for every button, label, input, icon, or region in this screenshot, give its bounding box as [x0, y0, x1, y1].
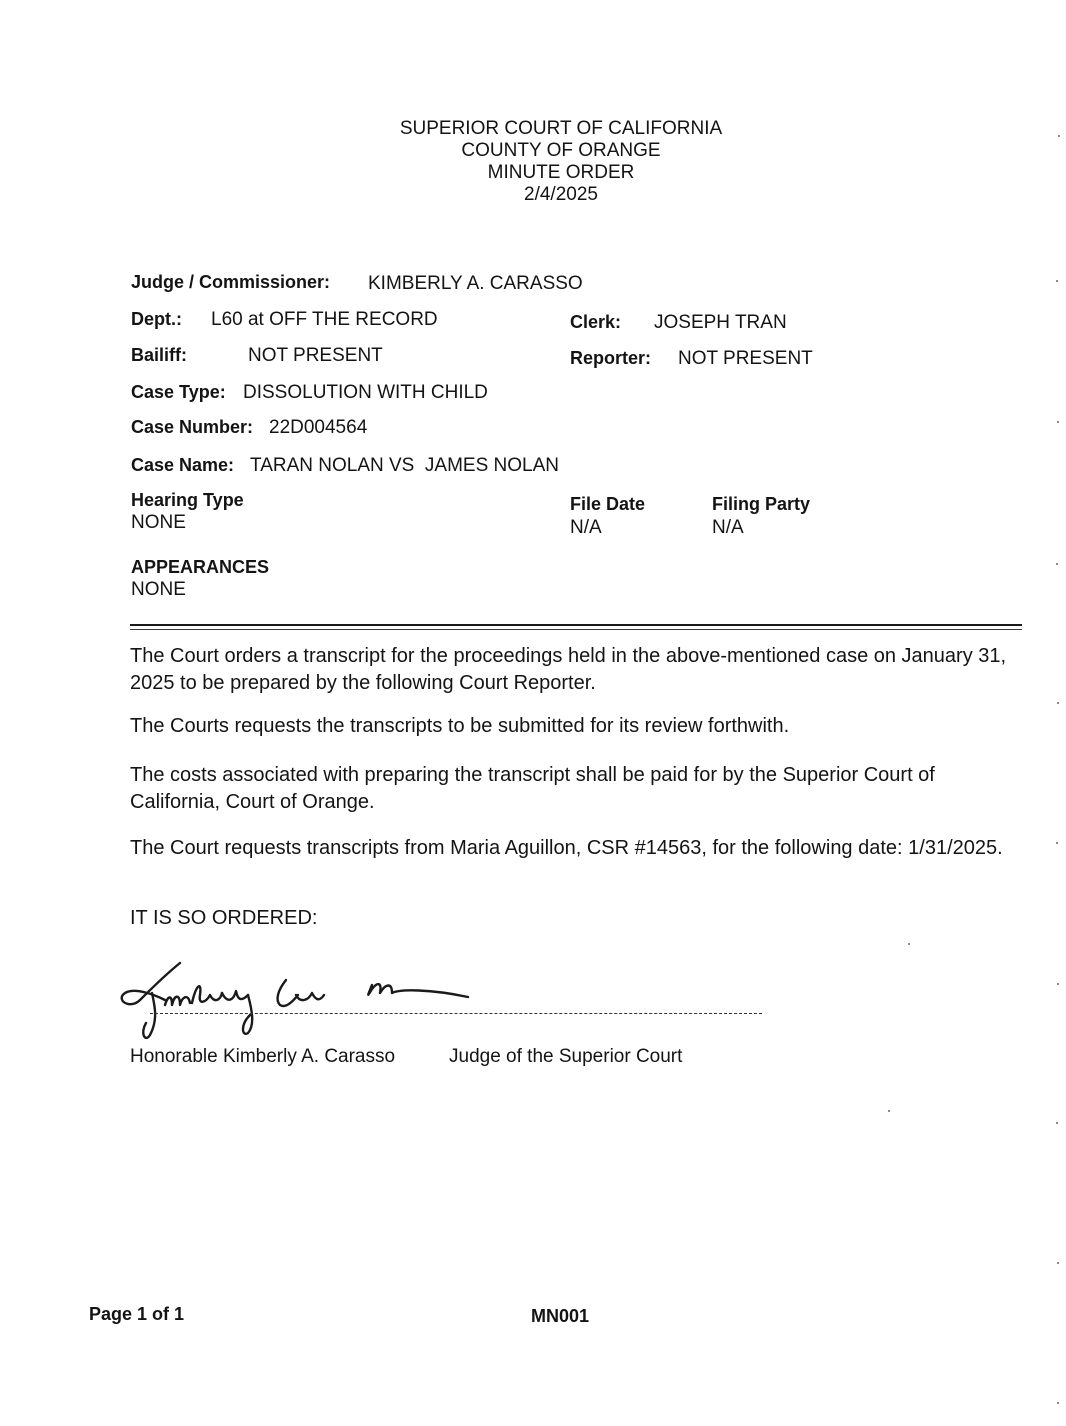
case-number-value: 22D004564 — [269, 417, 368, 438]
case-number-label: Case Number: — [131, 417, 254, 437]
case-name-label: Case Name: — [131, 455, 235, 475]
signature-name: Honorable Kimberly A. Carasso — [130, 1046, 396, 1067]
dept-label: Dept.: — [131, 309, 182, 329]
scan-speck — [1057, 702, 1059, 704]
appearances-value: NONE — [131, 579, 186, 600]
county-name: COUNTY OF ORANGE — [461, 140, 661, 161]
document-title: MINUTE ORDER — [487, 162, 635, 183]
order-paragraph-costs: The costs associated with preparing the transcript shall be paid for by the Superior Court of California, Court of Orange. — [130, 764, 935, 813]
section-divider-thin — [130, 629, 1022, 630]
order-paragraph-transcript: The Court orders a transcript for the proceedings held in the above-mentioned case on January 31, 2025 to be prepared by the following Court Reporter. — [130, 645, 1007, 694]
dept-value: L60 at OFF THE RECORD — [211, 309, 438, 330]
case-type-label: Case Type: — [131, 382, 226, 402]
scan-speck — [1058, 135, 1060, 137]
reporter-value: NOT PRESENT — [678, 348, 813, 369]
appearances-label: APPEARANCES — [131, 557, 270, 577]
scan-speck — [1057, 421, 1059, 423]
filing-party-value: N/A — [712, 517, 744, 538]
scan-speck — [908, 943, 910, 945]
order-paragraph-review: The Courts requests the transcripts to be submitted for its review forthwith. — [130, 715, 790, 737]
judge-signature — [110, 955, 490, 1045]
clerk-value: JOSEPH TRAN — [654, 312, 787, 333]
court-header — [0, 118, 1066, 206]
hearing-type-value: NONE — [131, 512, 186, 533]
order-paragraph-reporter: The Court requests transcripts from Maria Aguillon, CSR #14563, for the following date: 1/31/2025. — [130, 837, 1003, 859]
scan-speck — [1056, 280, 1058, 282]
section-divider — [130, 624, 1022, 626]
court-name: SUPERIOR COURT OF CALIFORNIA — [399, 118, 723, 139]
judge-label: Judge / Commissioner: — [131, 272, 331, 292]
file-date-label: File Date — [570, 494, 646, 514]
signature-title: Judge of the Superior Court — [449, 1046, 683, 1067]
scan-speck — [1056, 842, 1058, 844]
scan-speck — [1057, 983, 1059, 985]
hearing-type-label: Hearing Type — [131, 490, 244, 510]
scan-speck — [888, 1110, 890, 1112]
file-date-value: N/A — [570, 517, 602, 538]
bailiff-label: Bailiff: — [131, 345, 187, 365]
clerk-label: Clerk: — [570, 312, 622, 332]
signature-line — [150, 1013, 762, 1014]
scan-speck — [1057, 1262, 1059, 1264]
scan-speck — [1057, 1402, 1059, 1404]
page-number: Page 1 of 1 — [89, 1304, 185, 1324]
case-type-value: DISSOLUTION WITH CHILD — [243, 382, 488, 403]
reporter-label: Reporter: — [570, 348, 652, 368]
scan-speck — [1056, 563, 1058, 565]
case-name-value: TARAN NOLAN VS JAMES NOLAN — [250, 455, 559, 476]
form-code: MN001 — [531, 1306, 590, 1326]
scan-speck — [1056, 1122, 1058, 1124]
filing-party-label: Filing Party — [712, 494, 811, 514]
order-date: 2/4/2025 — [524, 184, 598, 205]
so-ordered-text: IT IS SO ORDERED: — [130, 907, 318, 929]
judge-value: KIMBERLY A. CARASSO — [368, 273, 583, 294]
bailiff-value: NOT PRESENT — [248, 345, 383, 366]
